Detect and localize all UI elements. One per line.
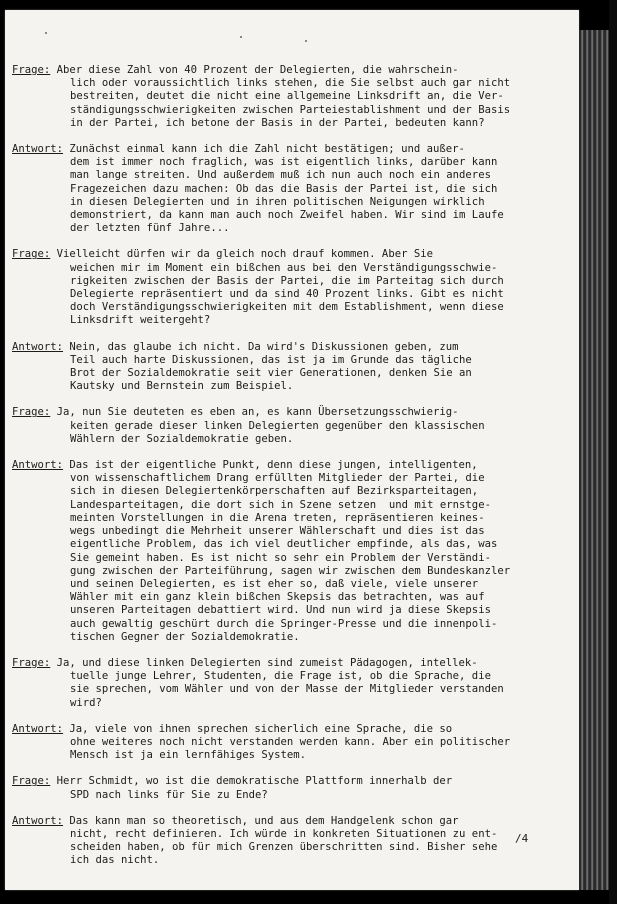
transcript-paragraph	[12, 775, 572, 801]
paragraph-line: keiten gerade dieser linken Delegierten gegenüber den klassischen	[70, 419, 485, 432]
paragraph-text: Ja, und diese linken Delegierten sind zumeist Pädagogen, intellek-	[50, 656, 478, 669]
paragraph-line: tuelle junge Lehrer, Studenten, die Frage ist, ob die Sprache, die	[70, 670, 491, 683]
page-number: /4	[515, 832, 529, 845]
transcript-paragraph	[12, 64, 572, 130]
speaker-label: Frage:	[12, 775, 51, 788]
transcript-paragraph	[12, 815, 572, 868]
speaker-label: Frage:	[12, 248, 51, 261]
paragraph-line: auch gewaltig geschürt durch die Springer-Presse und die innenpoli-	[70, 617, 498, 630]
paragraph-text: Vielleicht dürfen wir da gleich noch drauf kommen. Aber Sie	[50, 248, 433, 261]
speaker-label: Antwort:	[12, 722, 64, 735]
transcript-paragraph	[12, 459, 572, 644]
speaker-label: Antwort:	[12, 459, 64, 472]
speaker-label: Antwort:	[12, 340, 64, 353]
paragraph-first-line	[12, 459, 572, 472]
paragraph-line: Sie gemeint haben. Es ist nicht so sehr ein Problem der Verständi-	[70, 551, 491, 564]
paragraph-line: unseren Parteitagen debattiert wird. Und nun wird ja diese Skepsis	[70, 604, 491, 617]
paragraph-line: Landesparteitagen, die dort sich in Szene setzen und mit ernstge-	[70, 498, 491, 511]
paragraph-line: bestreiten, deutet die nicht eine allgemeine Linksdrift an, die Ver-	[70, 90, 504, 103]
page-stack-edge	[579, 30, 609, 890]
paragraph-line: in der Partei, ich betone der Basis in der Partei, bedeuten kann?	[70, 116, 485, 129]
paragraph-line: Brot der Sozialdemokratie seit vier Generationen, denken Sie an	[70, 367, 472, 380]
paragraph-line: Wähler mit ein ganz klein bißchen Skepsis das betrachten, was auf	[70, 591, 485, 604]
scan-speck	[305, 40, 307, 42]
paragraph-line: Linksdrift weitergeht?	[70, 314, 211, 327]
transcript-paragraph	[12, 406, 572, 446]
paragraph-line: ohne weiteres noch nicht verstanden werden kann. Aber ein politischer	[70, 735, 511, 748]
paragraph-line: scheiden haben, ob für mich Grenzen überschritten sind. Bisher sehe	[70, 841, 498, 854]
paragraph-line: wird?	[70, 696, 102, 709]
paragraph-line: wegs unbedingt die Mehrheit unserer Wählerschaft und dies ist das	[70, 525, 485, 538]
paragraph-line: dem ist immer noch fraglich, was ist eigentlich links, darüber kann	[70, 156, 498, 169]
paragraph-line: Teil auch harte Diskussionen, das ist ja im Grunde das tägliche	[70, 353, 472, 366]
paragraph-line: tischen Gegner der Sozialdemokratie.	[70, 630, 300, 643]
paragraph-line: SPD nach links für Sie zu Ende?	[70, 788, 268, 801]
speaker-label: Frage:	[12, 64, 51, 76]
transcript-paragraph	[12, 723, 572, 763]
paragraph-first-line	[12, 64, 572, 77]
interview-transcript	[12, 64, 572, 881]
scan-speck	[240, 36, 242, 38]
transcript-paragraph	[12, 248, 572, 327]
paragraph-first-line	[12, 248, 572, 261]
paragraph-line: meinten Vorstellungen in die Arena treten, repräsentieren keines-	[70, 511, 485, 524]
speaker-label: Antwort:	[12, 814, 64, 827]
paragraph-first-line	[12, 723, 572, 736]
paragraph-text: Ja, nun Sie deuteten es eben an, es kann Übersetzungsschwierig-	[50, 406, 459, 419]
paragraph-line: ständigungsschwierigkeiten zwischen Parteiestablishment und der Basis	[70, 103, 511, 116]
paragraph-line: eigentliche Problem, das ich viel deutlicher empfinde, als das, was	[70, 538, 498, 551]
paragraph-line: man lange streiten. Und außerdem muß ich nun auch noch ein anderes	[70, 169, 491, 182]
transcript-paragraph	[12, 657, 572, 710]
paragraph-text: Zunächst einmal kann ich die Zahl nicht bestätigen; und außer-	[63, 143, 465, 156]
paragraph-line: Delegierte repräsentiert und da sind 40 Prozent links. Gibt es nicht	[70, 288, 504, 301]
paragraph-text: Aber diese Zahl von 40 Prozent der Delegierten, die wahrschein-	[50, 64, 459, 76]
paragraph-line: sie sprechen, vom Wähler und von der Masse der Mitglieder verstanden	[70, 683, 504, 696]
paragraph-line: Kautsky und Bernstein zum Beispiel.	[70, 380, 294, 393]
scan-speck	[45, 32, 47, 34]
paragraph-text: Herr Schmidt, wo ist die demokratische Plattform innerhalb der	[50, 775, 453, 788]
scan-border	[609, 0, 617, 904]
paragraph-first-line	[12, 406, 572, 419]
paragraph-line: Fragezeichen dazu machen: Ob das die Basis der Partei ist, die sich	[70, 182, 498, 195]
paragraph-text: Das kann man so theoretisch, und aus dem Handgelenk schon gar	[63, 814, 459, 827]
paragraph-line: sich in diesen Delegiertenkörperschaften auf Bezirksparteitagen,	[70, 485, 479, 498]
paragraph-line: und seinen Delegierten, es ist eher so, daß viele, viele unserer	[70, 577, 479, 590]
paragraph-line: der letzten fünf Jahre...	[70, 222, 230, 235]
paragraph-text: Ja, viele von ihnen sprechen sicherlich eine Sprache, die so	[63, 722, 453, 735]
paragraph-line: Wählern der Sozialdemokratie geben.	[70, 432, 294, 445]
paragraph-line: weichen mir im Moment ein bißchen aus bei den Verständigungsschwie-	[70, 261, 498, 274]
paragraph-line: doch Verständigungsschwierigkeiten mit dem Establishment, wenn diese	[70, 301, 504, 314]
speaker-label: Frage:	[12, 406, 51, 419]
paragraph-line: Mensch ist ja ein lernfähiges System.	[70, 749, 306, 762]
paragraph-line: lich oder voraussichtlich links stehen, die Sie selbst auch gar nicht	[70, 77, 511, 90]
transcript-paragraph	[12, 341, 572, 394]
paragraph-first-line	[12, 815, 572, 828]
paragraph-text: Nein, das glaube ich nicht. Da wird's Diskussionen geben, zum	[63, 340, 459, 353]
paragraph-line: demonstriert, da kann man auch noch Zweifel haben. Wir sind im Laufe	[70, 209, 504, 222]
paragraph-line: nicht, recht definieren. Ich würde in konkreten Situationen zu ent-	[70, 827, 498, 840]
paragraph-first-line	[12, 775, 572, 788]
paragraph-line: in diesen Delegierten und in ihren politischen Neigungen wirklich	[70, 195, 485, 208]
paragraph-text: Das ist der eigentliche Punkt, denn diese jungen, intelligenten,	[63, 459, 478, 472]
paragraph-line: von wissenschaftlichem Drang erfüllten Mitglieder der Partei, die	[70, 472, 485, 485]
paragraph-line: gung zwischen der Parteiführung, sagen wir zwischen dem Bundeskanzler	[70, 564, 511, 577]
paragraph-line: ich das nicht.	[70, 854, 160, 867]
transcript-paragraph	[12, 143, 572, 235]
speaker-label: Frage:	[12, 656, 51, 669]
speaker-label: Antwort:	[12, 143, 64, 156]
paragraph-first-line	[12, 143, 572, 156]
paragraph-line: rigkeiten zwischen der Basis der Partei, die im Parteitag sich durch	[70, 274, 504, 287]
paragraph-first-line	[12, 657, 572, 670]
paragraph-first-line	[12, 341, 572, 354]
